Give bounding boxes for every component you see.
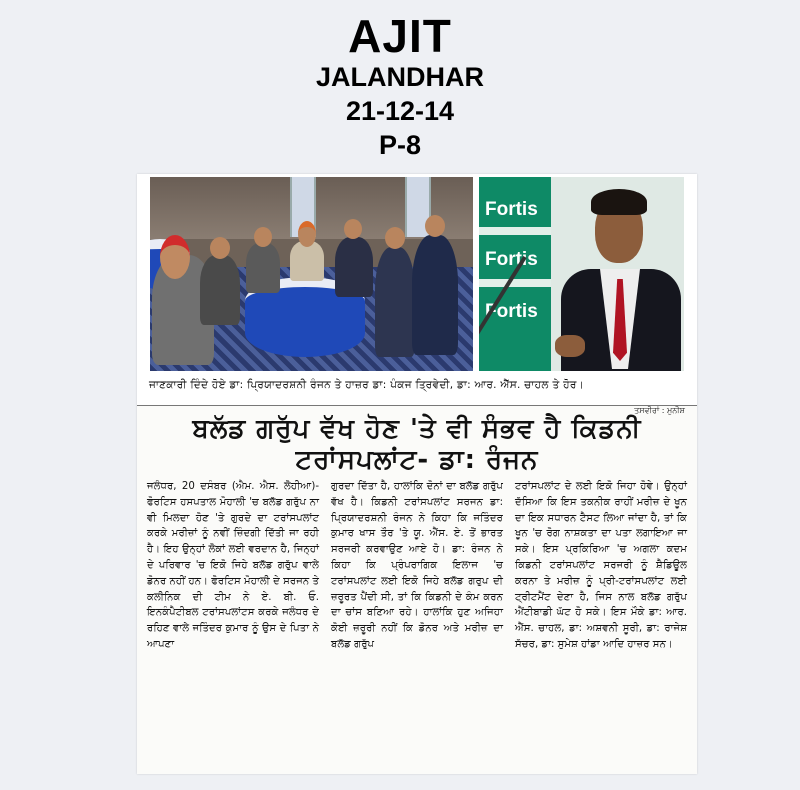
fortis-logo-text: Fortis	[485, 199, 538, 220]
masthead-city: JALANDHAR	[316, 62, 484, 92]
photo-head-turban	[298, 221, 316, 247]
photo-person	[375, 247, 415, 357]
article-column-2	[331, 479, 503, 653]
photo-person	[290, 241, 324, 281]
masthead-date: 21-12-14	[345, 96, 455, 126]
banner-band	[479, 279, 551, 287]
photo-caption: ਜਾਣਕਾਰੀ ਦਿੰਦੇ ਹੋਏ ਡਾ: ਪ੍ਰਿਯਾਦਰਸ਼ਨੀ ਰੰਜਨ ਤੇ ਹਾਜ਼ਰ ਡਾ: ਪੰਕਜ ਤ੍ਰਿਵੇਦੀ, ਡਾ: ਆਰ. ਐੱਸ. ਚਾਹਲ ਤੇ ਹੋਰ।	[149, 379, 585, 391]
photo-head	[254, 227, 272, 247]
photo-person	[246, 243, 280, 293]
seminar-audience-photo	[150, 177, 473, 371]
photo-head	[385, 227, 405, 249]
photo-credit: ਤਸਵੀਰਾਂ : ਮੁਨੀਸ਼	[634, 406, 685, 415]
speaker-hair	[591, 189, 647, 215]
fortis-logo-text: Fortis	[485, 301, 538, 322]
photo-person	[200, 255, 240, 325]
photo-person	[412, 235, 458, 355]
speaker-photo	[479, 177, 684, 371]
photo-head	[344, 219, 362, 239]
banner-band	[479, 227, 551, 235]
article-column-1	[147, 479, 319, 653]
photo-person	[335, 237, 373, 297]
newspaper-clipping	[137, 174, 697, 774]
article-headline: ਬਲੱਡ ਗਰੁੱਪ ਵੱਖ ਹੋਣ 'ਤੇ ਵੀ ਸੰਭਵ ਹੈ ਕਿਡਨੀ ਟਰਾਂਸਪਲਾਂਟ- ਡਾ: ਰੰਜਨ	[192, 414, 642, 475]
photo-head-turban	[160, 235, 190, 279]
article-text: ਜਲੰਧਰ, 20 ਦਸੰਬਰ (ਐਮ. ਐਸ. ਲੋਹੀਆ)- ਫੋਰਟਿਸ ਹਸਪਤਾਲ ਮੋਹਾਲੀ 'ਚ ਬਲੱਡ ਗਰੁੱਪ ਨਾ ਵੀ ਮਿਲਦਾ ਹੋਣ 'ਤੇ ਗੁਰਦੇ ਦਾ ਟਰਾਂਸਪਲਾਂਟ ਕਰਕੇ ਮਰੀਜ਼ਾਂ ਨੂੰ ਨਵੀਂ ਜ਼ਿੰਦਗੀ ਦਿੱਤੀ ਜਾ ਰਹੀ ਹੈ। ਇਹ ਉਨ੍ਹਾਂ ਲੋਕਾਂ ਲਈ ਵਰਦਾਨ ਹੈ, ਜਿਨ੍ਹਾਂ ਦੇ ਪਰਿਵਾਰ 'ਚ ਇਕੋ ਜਿਹੇ ਬਲੱਡ ਗਰੁੱਪ ਵਾਲੇ ਡੋਨਰ ਨਹੀਂ ਹਨ। ਫੋਰਟਿਸ ਮੋਹਾਲੀ ਦੇ ਸਰਜਨ ਤੇ ਕਲੀਨਿਕ ਦੀ ਟੀਮ ਨੇ ਏ. ਬੀ. ਓ. ਇਨਕੰਪੈਟੀਬਲ ਟਰਾਂਸਪਲਾਂਟਸ ਕਰਕੇ ਜਲੰਧਰ ਦੇ ਰਹਿਣ ਵਾਲੇ ਜਤਿੰਦਰ ਕੁਮਾਰ ਨੂੰ ਉਸ ਦੇ ਪਿਤਾ ਨੇ ਆਪਣਾ	[147, 481, 319, 650]
speaker-hand	[555, 335, 585, 357]
photo-head	[425, 215, 445, 237]
article-text: ਟਰਾਂਸਪਲਾਂਟ ਦੇ ਲਈ ਇਕੋ ਜਿਹਾ ਹੋਵੇ। ਉਨ੍ਹਾਂ ਦੱਸਿਆ ਕਿ ਇਸ ਤਕਨੀਕ ਰਾਹੀਂ ਮਰੀਜ਼ ਦੇ ਖੂਨ ਦਾ ਇਕ ਸਧਾਰਨ ਟੈਸਟ ਲਿਆ ਜਾਂਦਾ ਹੈ, ਤਾਂ ਕਿ ਖੂਨ 'ਚ ਰੋਗ ਨਾਸ਼ਕਤਾ ਦਾ ਪਤਾ ਲਗਾਇਆ ਜਾ ਸਕੇ। ਇਸ ਪ੍ਰਕਿਰਿਆ 'ਚ ਅਗਲਾ ਕਦਮ ਕਿਡਨੀ ਟਰਾਂਸਪਲਾਂਟ ਸਰਜਰੀ ਨੂੰ ਸ਼ੈਡਿਊਲ ਕਰਨਾ ਤੇ ਮਰੀਜ਼ ਨੂੰ ਪ੍ਰੀ-ਟਰਾਂਸਪਲਾਂਟ ਲਈ ਟ੍ਰੀਟਮੈਂਟ ਦੇਣਾ ਹੈ, ਜਿਸ ਨਾਲ ਬਲੱਡ ਗਰੁੱਪ ਐਂਟੀਬਾਡੀ ਘੱਟ ਹੋ ਸਕੇ। ਇਸ ਮੌਕੇ ਡਾ: ਆਰ. ਐੱਸ. ਚਾਹਲ, ਡਾ: ਅਸ਼ਵਨੀ ਸੂਰੀ, ਡਾ: ਰਾਜੇਸ਼ ਸੱਚਰ, ਡਾ: ਸੁਮੇਸ਼ ਹਾਂਡਾ ਆਦਿ ਹਾਜ਼ਰ ਸਨ।	[515, 481, 687, 650]
masthead-page-number: P-8	[378, 130, 422, 160]
photo-head	[210, 237, 230, 259]
article-text: ਗੁਰਦਾ ਦਿੱਤਾ ਹੈ, ਹਾਲਾਂਕਿ ਦੋਨਾਂ ਦਾ ਬਲੱਡ ਗਰੁੱਪ ਵੱਖ ਹੈ। ਕਿਡਨੀ ਟਰਾਂਸਪਲਾਂਟ ਸਰਜਨ ਡਾ: ਪ੍ਰਿਯਾਦਰਸ਼ਨੀ ਰੰਜਨ ਨੇ ਕਿਹਾ ਕਿ ਜਤਿੰਦਰ ਕੁਮਾਰ ਖਾਸ ਤੌਰ 'ਤੇ ਯੂ. ਐੱਸ. ਏ. ਤੋਂ ਭਾਰਤ ਸਰਜਰੀ ਕਰਵਾਉਣ ਆਏ ਹੋ। ਡਾ: ਰੰਜਨ ਨੇ ਕਿਹਾ ਕਿ ਪ੍ਰੰਪਰਾਗਿਕ ਇਲਾਜ 'ਚ ਟਰਾਂਸਪਲਾਂਟ ਲਈ ਇਕੋ ਜਿਹੇ ਬਲੱਡ ਗਰੁਪ ਦੀ ਜ਼ਰੂਰਤ ਪੈਂਦੀ ਸੀ, ਤਾਂ ਕਿ ਕਿਡਨੀ ਦੇ ਕੰਮ ਕਰਨ ਦਾ ਚਾਂਸ ਬਣਿਆ ਰਹੇ। ਹਾਲਾਂਕਿ ਹੁਣ ਅਜਿਹਾ ਕੋਈ ਜ਼ਰੂਰੀ ਨਹੀਂ ਕਿ ਡੋਨਰ ਅਤੇ ਮਰੀਜ਼ ਦਾ ਬਲੱਡ ਗਰੁੱਪ	[331, 481, 503, 650]
masthead-paper-name: AJIT	[348, 10, 452, 62]
fortis-logo-text: Fortis	[485, 249, 538, 270]
photo-section	[137, 174, 697, 415]
article-column-3	[515, 479, 687, 653]
